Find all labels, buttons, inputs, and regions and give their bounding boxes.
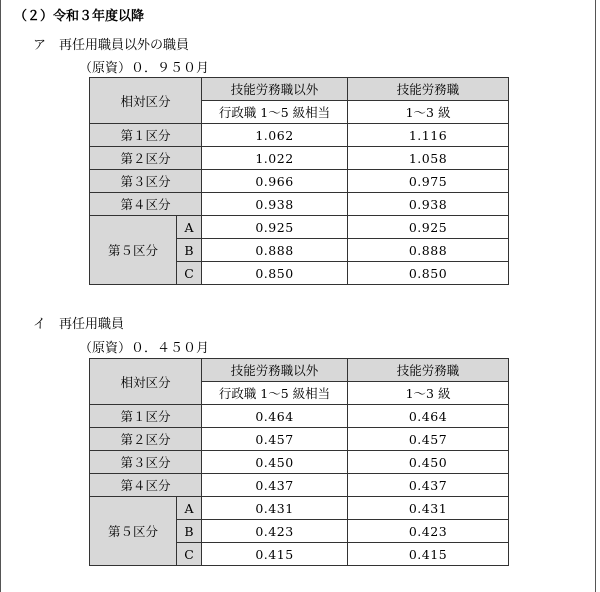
value-col2: 0.423: [348, 520, 509, 543]
row-label: 第１区分: [90, 124, 202, 147]
table-row: [90, 170, 509, 193]
table-row: [90, 474, 509, 497]
row-label: 第４区分: [90, 193, 202, 216]
sub-label: B: [177, 239, 202, 262]
row-label: 第３区分: [90, 170, 202, 193]
value-col1: 0.431: [202, 497, 348, 520]
value-col2: 0.850: [348, 262, 509, 285]
table-row: [90, 451, 509, 474]
row-label: 第２区分: [90, 147, 202, 170]
row-label: 第１区分: [90, 405, 202, 428]
row-label: 第２区分: [90, 428, 202, 451]
value-col2: 0.888: [348, 239, 509, 262]
row-label: 第４区分: [90, 474, 202, 497]
funding-basis-a: （原資）０．９５０月: [79, 61, 210, 76]
table-row: [90, 124, 509, 147]
sub-label: A: [177, 497, 202, 520]
value-col1: 1.062: [202, 124, 348, 147]
value-col1: 0.437: [202, 474, 348, 497]
value-col1: 0.464: [202, 405, 348, 428]
subsection-marker-b: イ: [33, 317, 47, 332]
value-col2: 1.116: [348, 124, 509, 147]
value-col1: 0.457: [202, 428, 348, 451]
header-col2: 技能労務職: [348, 359, 509, 382]
value-col1: 0.450: [202, 451, 348, 474]
value-col1: 0.938: [202, 193, 348, 216]
value-col2: 0.437: [348, 474, 509, 497]
rate-table-reappointed: [89, 358, 509, 566]
subheader-col1: 行政職 1～5 級相当: [202, 101, 348, 124]
subsection-title-a: 再任用職員以外の職員: [59, 38, 190, 53]
value-col2: 1.058: [348, 147, 509, 170]
group-label: 第５区分: [90, 216, 177, 285]
header-col2: 技能労務職: [348, 78, 509, 101]
sub-label: A: [177, 216, 202, 239]
value-col1: 0.850: [202, 262, 348, 285]
page-border-left: [0, 0, 1, 592]
value-col2: 0.464: [348, 405, 509, 428]
value-col1: 0.415: [202, 543, 348, 566]
section-title: （２）令和３年度以降: [14, 9, 145, 24]
table-header-row: [90, 78, 509, 101]
value-col2: 0.938: [348, 193, 509, 216]
table-row: [90, 216, 509, 239]
sub-label: C: [177, 543, 202, 566]
subsection-heading-a: [33, 38, 189, 54]
table-header-row: [90, 359, 509, 382]
page-border-right: [595, 0, 596, 592]
subsection-title-b: 再任用職員: [59, 317, 125, 332]
rate-table-non-reappointed: [89, 77, 509, 285]
value-col2: 0.431: [348, 497, 509, 520]
group-label: 第５区分: [90, 497, 177, 566]
subheader-col1: 行政職 1～5 級相当: [202, 382, 348, 405]
value-col1: 1.022: [202, 147, 348, 170]
table-row: [90, 497, 509, 520]
value-col2: 0.450: [348, 451, 509, 474]
header-relative-category: 相対区分: [90, 359, 202, 405]
subheader-col2: 1～3 級: [348, 101, 509, 124]
sub-label: C: [177, 262, 202, 285]
header-col1: 技能労務職以外: [202, 359, 348, 382]
table-row: [90, 193, 509, 216]
subsection-marker-a: ア: [33, 38, 47, 53]
table-row: [90, 428, 509, 451]
row-label: 第３区分: [90, 451, 202, 474]
value-col2: 0.457: [348, 428, 509, 451]
table-row: [90, 147, 509, 170]
value-col1: 0.888: [202, 239, 348, 262]
value-col1: 0.925: [202, 216, 348, 239]
header-col1: 技能労務職以外: [202, 78, 348, 101]
sub-label: B: [177, 520, 202, 543]
value-col2: 0.415: [348, 543, 509, 566]
value-col2: 0.925: [348, 216, 509, 239]
table-row: [90, 405, 509, 428]
value-col1: 0.966: [202, 170, 348, 193]
header-relative-category: 相対区分: [90, 78, 202, 124]
funding-basis-b: （原資）０．４５０月: [79, 341, 210, 356]
subsection-heading-b: [33, 317, 124, 333]
value-col2: 0.975: [348, 170, 509, 193]
subheader-col2: 1～3 級: [348, 382, 509, 405]
value-col1: 0.423: [202, 520, 348, 543]
